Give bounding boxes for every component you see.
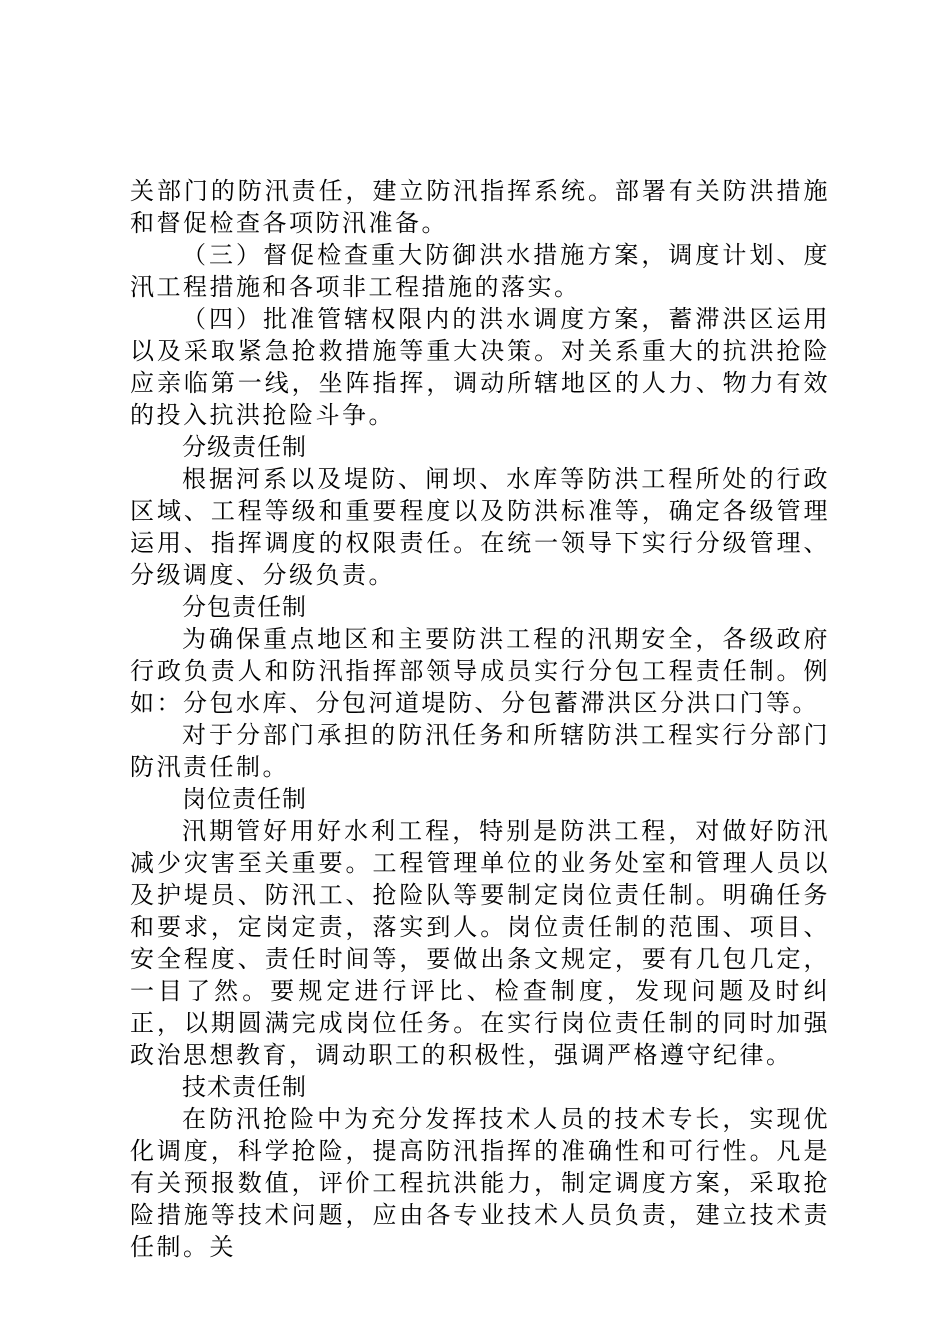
section-heading-graded-responsibility: 分级责任制 [182,433,307,461]
section-heading-contract-responsibility: 分包责任制 [182,593,307,621]
paragraph-department-responsibility: 对于分部门承担的防汛任务和所辖防洪工程实行分部门防汛责任制。 [130,721,830,781]
paragraph-continuation: 关部门的防汛责任，建立防汛指挥系统。部署有关防洪措施和督促检查各项防汛准备。 [130,177,830,237]
paragraph-post-responsibility: 汛期管好用好水利工程，特别是防洪工程，对做好防汛减少灾害至关重要。工程管理单位的业务处室和管理人员以及护堤员、防汛工、抢险队等要制定岗位责任制。明确任务和要求，定岗定责，落实到人。岗位责任制的范围、项目、安全程度、责任时间等，要做出条文规定，要有几包几定，一目了然。要规定进行评比、检查制度，发现问题及时纠正，以期圆满完成岗位任务。在实行岗位责任制的同时加强政治思想教育，调动职工的积极性，强调严格遵守纪律。 [130,817,830,1069]
paragraph-item-four: （四）批准管辖权限内的洪水调度方案，蓄滞洪区运用以及采取紧急抢救措施等重大决策。对关系重大的抗洪抢险应亲临第一线，坐阵指挥，调动所辖地区的人力、物力有效的投入抗洪抢险斗争。 [130,305,830,429]
section-heading-post-responsibility: 岗位责任制 [182,785,307,813]
paragraph-contract-responsibility: 为确保重点地区和主要防洪工程的汛期安全，各级政府行政负责人和防汛指挥部领导成员实行分包工程责任制。例如：分包水库、分包河道堤防、分包蓄滞洪区分洪口门等。 [130,625,830,717]
paragraph-technical-responsibility: 在防汛抢险中为充分发挥技术人员的技术专长，实现优化调度，科学抢险，提高防汛指挥的准确性和可行性。凡是有关预报数值，评价工程抗洪能力，制定调度方案，采取抢险措施等技术问题，应由各专业技术人员负责，建立技术责任制。关 [130,1105,830,1261]
section-heading-technical-responsibility: 技术责任制 [182,1073,307,1101]
paragraph-item-three: （三）督促检查重大防御洪水措施方案，调度计划、度汛工程措施和各项非工程措施的落实。 [130,241,830,301]
document-page [130,175,830,1263]
paragraph-graded-responsibility: 根据河系以及堤防、闸坝、水库等防洪工程所处的行政区域、工程等级和重要程度以及防洪标准等，确定各级管理运用、指挥调度的权限责任。在统一领导下实行分级管理、分级调度、分级负责。 [130,465,830,589]
